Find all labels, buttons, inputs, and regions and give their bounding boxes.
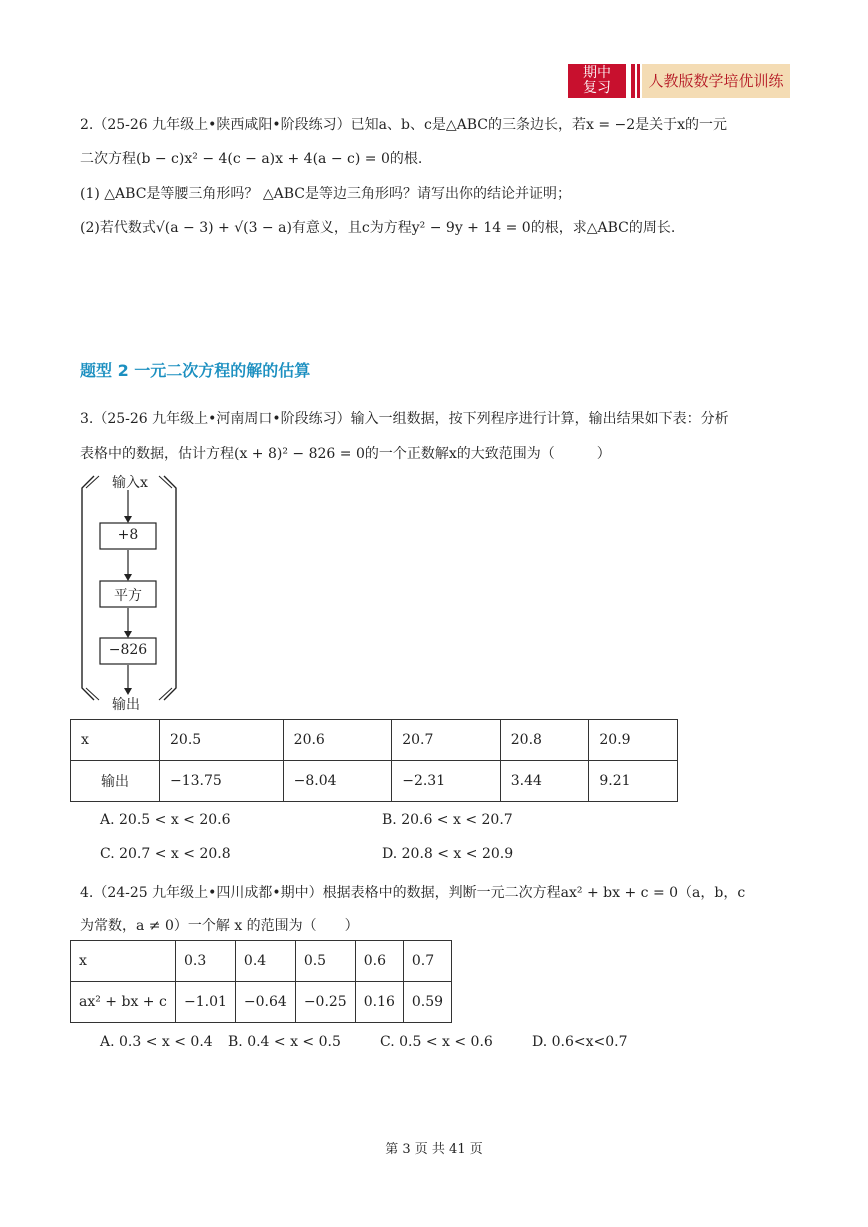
table-cell: 0.6 (355, 941, 403, 982)
q3-data-table (70, 719, 678, 802)
q4-data-table (70, 940, 452, 1023)
table-cell: 20.5 (160, 720, 284, 761)
q3-option-b[interactable]: B. 20.6 < x < 20.7 (382, 812, 513, 828)
table-row (71, 761, 678, 802)
q2-part1: (1) △ABC是等腰三角形吗？ △ABC是等边三角形吗？请写出你的结论并证明； (80, 186, 572, 202)
table-cell: −13.75 (160, 761, 284, 802)
midterm-review-tag (568, 64, 626, 98)
table-cell: 0.4 (235, 941, 295, 982)
table-cell: −8.04 (283, 761, 392, 802)
header-divider-bar-thin (637, 64, 640, 98)
program-flowchart (72, 468, 182, 718)
q4-stem-line1: 4.（24-25 九年级上•四川成都•期中）根据表格中的数据，判断一元二次方程ax² + bx + c = 0（a，b，c (80, 885, 746, 901)
q4-stem-line2: 为常数，a ≠ 0）一个解 x 的范围为（ ） (80, 918, 359, 934)
table-cell: 0.5 (295, 941, 355, 982)
page-footer: 第 3 页 共 41 页 (385, 1142, 483, 1157)
flow-output-label: 输出 (112, 697, 140, 713)
table-cell: 0.59 (403, 982, 451, 1023)
tag-line-2: 复习 (583, 80, 611, 96)
q4-option-a[interactable]: A. 0.3 < x < 0.4 (100, 1034, 213, 1050)
table-row (71, 720, 678, 761)
table-cell: ax² + bx + c (71, 982, 176, 1023)
q3-option-c[interactable]: C. 20.7 < x < 20.8 (100, 846, 231, 862)
q4-option-c[interactable]: C. 0.5 < x < 0.6 (380, 1034, 493, 1050)
table-cell: x (71, 720, 160, 761)
q2-part2: (2)若代数式√(a − 3) + √(3 − a)有意义，且c为方程y² − 9y + 14 = 0的根，求△ABC的周长. (80, 220, 676, 236)
table-row (71, 982, 452, 1023)
q4-option-d[interactable]: D. 0.6<x<0.7 (532, 1034, 628, 1050)
table-cell: 20.7 (392, 720, 501, 761)
table-cell: 9.21 (589, 761, 678, 802)
flow-step-minus826: −826 (108, 642, 148, 658)
series-title: 人教版数学培优训练 (642, 64, 790, 98)
q2-stem-line1: 2.（25-26 九年级上•陕西咸阳•阶段练习）已知a、b、c是△ABC的三条边长，若x = −2是关于x的一元 (80, 117, 728, 133)
series-header (568, 64, 790, 98)
table-cell: −0.64 (235, 982, 295, 1023)
q3-option-a[interactable]: A. 20.5 < x < 20.6 (100, 812, 231, 828)
q2-stem-line2: 二次方程(b − c)x² − 4(c − a)x + 4(a − c) = 0的根. (80, 151, 423, 167)
table-cell: 0.3 (176, 941, 236, 982)
q3-option-d[interactable]: D. 20.8 < x < 20.9 (382, 846, 514, 862)
table-cell: 0.7 (403, 941, 451, 982)
table-cell: x (71, 941, 176, 982)
table-cell: 输出 (71, 761, 160, 802)
table-cell: 20.6 (283, 720, 392, 761)
table-cell: −1.01 (176, 982, 236, 1023)
table-cell: 0.16 (355, 982, 403, 1023)
table-cell: 3.44 (500, 761, 589, 802)
section-title: 题型 2 一元二次方程的解的估算 (80, 361, 311, 380)
flow-step-add8: +8 (117, 527, 139, 543)
table-row (71, 941, 452, 982)
flow-step-square: 平方 (114, 588, 142, 604)
q3-stem-line1: 3.（25-26 九年级上•河南周口•阶段练习）输入一组数据，按下列程序进行计算，输出结果如下表：分析 (80, 411, 729, 427)
table-cell: 20.9 (589, 720, 678, 761)
header-divider-bar (631, 64, 635, 98)
table-cell: −2.31 (392, 761, 501, 802)
q3-stem-line2: 表格中的数据，估计方程(x + 8)² − 826 = 0的一个正数解x的大致范围为（ ） (80, 446, 611, 462)
q4-option-b[interactable]: B. 0.4 < x < 0.5 (228, 1034, 341, 1050)
flow-input-label: 输入x (112, 475, 148, 491)
tag-line-1: 期中 (583, 65, 611, 81)
table-cell: −0.25 (295, 982, 355, 1023)
table-cell: 20.8 (500, 720, 589, 761)
